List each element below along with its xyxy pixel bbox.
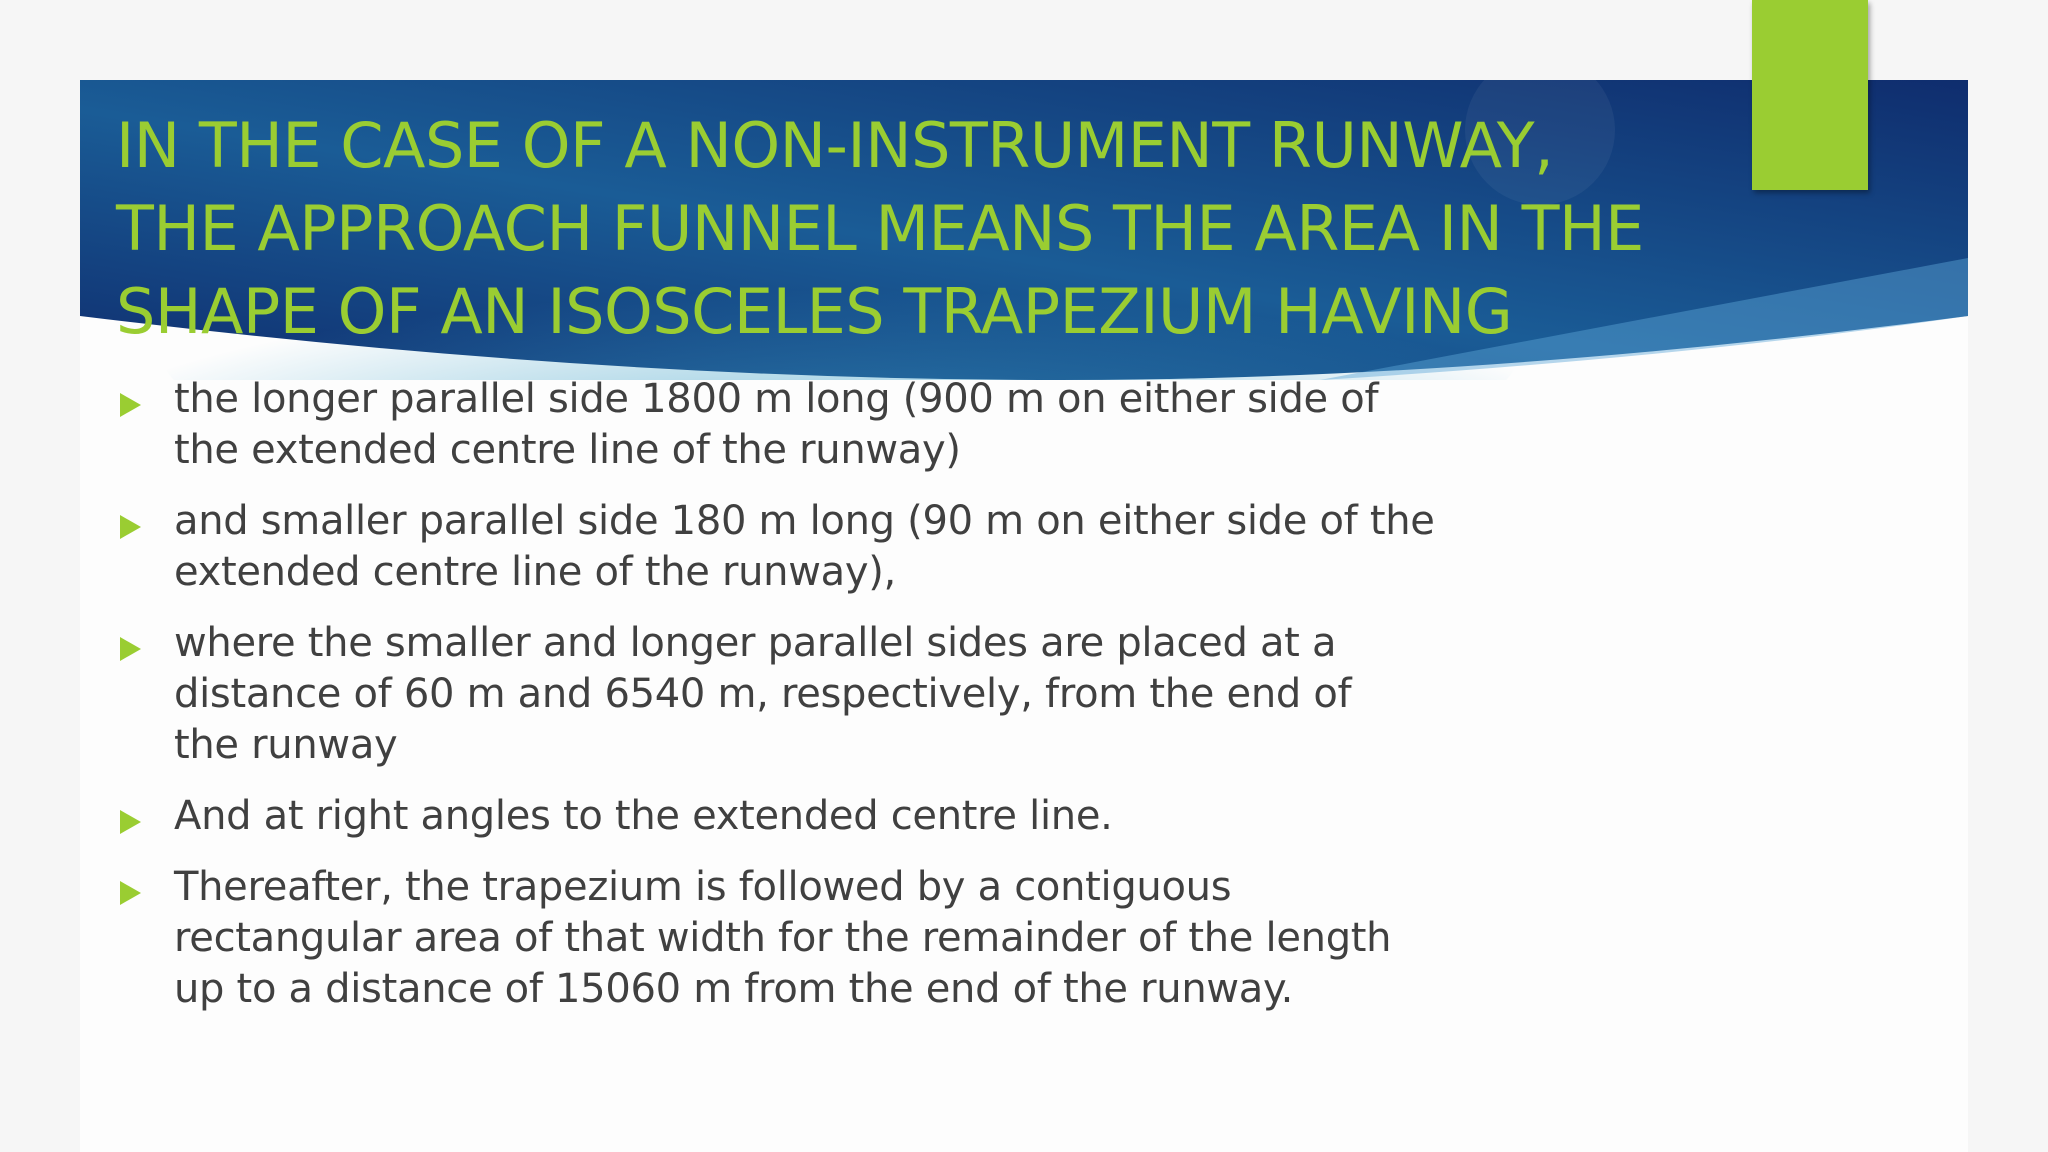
slide-title	[116, 104, 1756, 353]
triangle-right-icon	[120, 393, 141, 417]
bullet-item	[116, 496, 1516, 598]
bullet-line: extended centre line of the runway),	[174, 549, 896, 595]
triangle-right-icon	[120, 637, 141, 661]
bullet-line: where the smaller and longer parallel sides are placed at a	[174, 620, 1337, 666]
bullet-line: distance of 60 m and 6540 m, respectively, from the end of	[174, 671, 1352, 717]
bullet-line: rectangular area of that width for the remainder of the length	[174, 915, 1392, 961]
accent-bar	[1752, 0, 1868, 190]
bullet-line: And at right angles to the extended centre line.	[174, 793, 1113, 839]
bullet-text	[174, 496, 1516, 598]
bullet-text	[174, 618, 1516, 771]
bullet-item	[116, 862, 1516, 1015]
bullet-item	[116, 618, 1516, 771]
bullet-item	[116, 791, 1516, 842]
title-line: THE APPROACH FUNNEL MEANS THE AREA IN THE	[116, 192, 1644, 265]
title-line: SHAPE OF AN ISOSCELES TRAPEZIUM HAVING	[116, 275, 1513, 348]
bullet-list	[116, 374, 1516, 1035]
triangle-right-icon	[120, 515, 141, 539]
triangle-right-icon	[120, 881, 141, 905]
bullet-line: and smaller parallel side 180 m long (90 m on either side of the	[174, 498, 1435, 544]
bullet-line: the runway	[174, 722, 398, 768]
bullet-line: the longer parallel side 1800 m long (900 m on either side of	[174, 376, 1379, 422]
bullet-item	[116, 374, 1516, 476]
bullet-text	[174, 862, 1516, 1015]
bullet-line: the extended centre line of the runway)	[174, 427, 961, 473]
triangle-right-icon	[120, 810, 141, 834]
bullet-line: up to a distance of 15060 m from the end of the runway.	[174, 966, 1294, 1012]
bullet-text	[174, 374, 1516, 476]
bullet-line: Thereafter, the trapezium is followed by a contiguous	[174, 864, 1232, 910]
title-line: IN THE CASE OF A NON-INSTRUMENT RUNWAY,	[116, 109, 1554, 182]
bullet-text	[174, 791, 1516, 842]
